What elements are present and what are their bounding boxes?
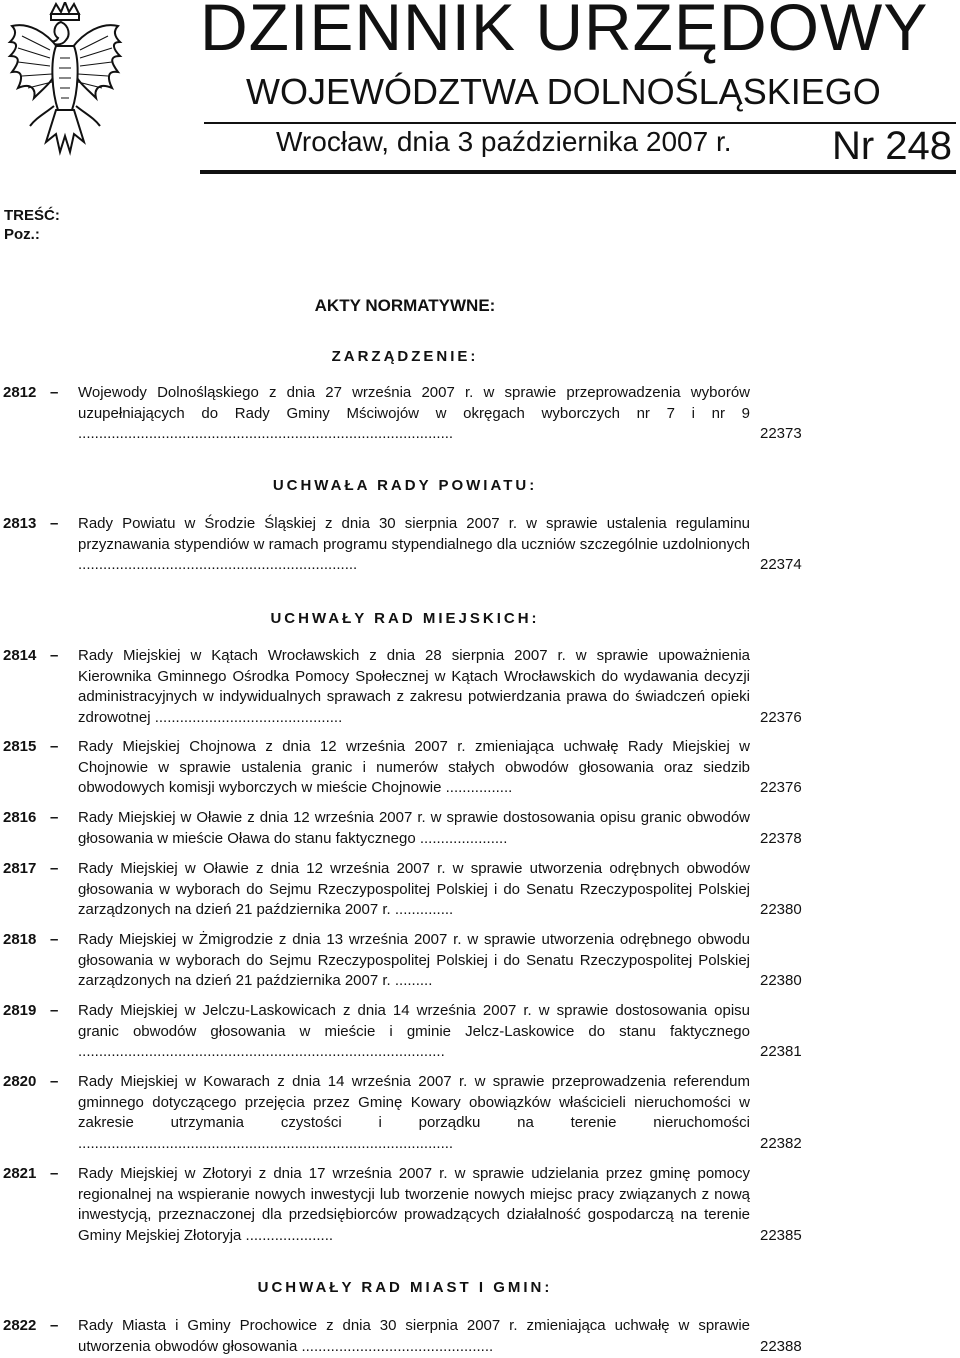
position-label: Poz.: (4, 226, 40, 243)
entry-number: 2816 (3, 809, 37, 826)
issue-number: Nr 248 (831, 124, 952, 168)
entry-text: Rady Miasta i Gminy Prochowice z dnia 30 sierpnia 2007 r. zmieniająca uchwałę w sprawie utworzenia obwodów głosowania .............................................. (78, 1317, 750, 1355)
entry-number: 2813 (3, 515, 37, 532)
entry-text: Rady Miejskiej Chojnowa z dnia 12 września 2007 r. zmieniająca uchwałę Rady Miejskiej w Chojnowie w sprawie ustalenia granic i numerów stałych obwodów głosowania oraz siedzib obwodowych komisji wyborczych w mieście Chojnowie ................ (78, 738, 750, 796)
entry-dash: – (50, 1165, 59, 1182)
entry-number: 2818 (3, 931, 37, 948)
entry-page: 22381 (760, 1043, 802, 1060)
group-heading: UCHWAŁA RADY POWIATU: (272, 477, 538, 494)
entry-page: 22374 (760, 556, 802, 573)
entry-dash: – (50, 931, 59, 948)
entry-dash: – (50, 738, 59, 755)
section-heading-acts: AKTY NORMATYWNE: (314, 296, 496, 315)
header-divider-bold (200, 170, 956, 174)
entry-number: 2822 (3, 1317, 37, 1334)
entry-dash: – (50, 1073, 59, 1090)
entry-page: 22380 (760, 901, 802, 918)
entry-dash: – (50, 809, 59, 826)
entry-dash: – (50, 860, 59, 877)
gazette-subtitle: WOJEWÓDZTWA DOLNOŚLĄSKIEGO (246, 71, 881, 112)
entry-text: Rady Miejskiej w Oławie z dnia 12 września 2007 r. w sprawie dostosowania opisu granic obwodów głosowania w mieście Oława do stanu faktycznego ..................... (78, 809, 750, 847)
entry-page: 22388 (760, 1338, 802, 1355)
entry-page: 22376 (760, 709, 802, 726)
entry-number: 2817 (3, 860, 37, 877)
entry-number: 2821 (3, 1165, 37, 1182)
entry-dash: – (50, 1317, 59, 1334)
entry-page: 22376 (760, 779, 802, 796)
entry-text: Wojewody Dolnośląskiego z dnia 27 września 2007 r. w sprawie przeprowadzenia wyborów uzupełniających do Rady Gminy Mściwojów w okręgach wyborczych nr 7 i nr 9 .......................................................................................... (78, 384, 750, 442)
contents-label: TREŚĆ: (4, 207, 60, 224)
entry-number: 2819 (3, 1002, 37, 1019)
entry-text: Rady Miejskiej w Oławie z dnia 12 września 2007 r. w sprawie utworzenia odrębnych obwodów głosowania w wyborach do Sejmu Rzeczypospolitej Polskiej i do Senatu Rzeczypospolitej Polskiej zarządzonych na dzień 21 października 2007 r. .............. (78, 860, 750, 918)
entry-text: Rady Miejskiej w Jelczu-Laskowicach z dnia 14 września 2007 r. w sprawie dostosowania opisu granic obwodów głosowania w mieście i gminie Jelcz-Laskowice do stanu faktycznego ........................................................................................ (78, 1002, 750, 1060)
entry-text: Rady Miejskiej w Kątach Wrocławskich z dnia 28 sierpnia 2007 r. w sprawie upoważnienia Kierownika Gminnego Ośrodka Pomocy Społecznej w Kątach Wrocławskich do wydawania decyzji administracyjnych w indywidualnych sprawach z zakresu potwierdzania prawa do świadczeń opieki zdrowotnej ............................................. (78, 647, 750, 726)
group-heading: UCHWAŁY RAD MIAST I GMIN: (257, 1279, 553, 1296)
entry-number: 2812 (3, 384, 37, 401)
entry-page: 22373 (760, 425, 802, 442)
entry-dash: – (50, 1002, 59, 1019)
entry-page: 22385 (760, 1227, 802, 1244)
eagle-emblem-icon (6, 2, 124, 162)
entry-dash: – (50, 515, 59, 532)
entry-dash: – (50, 647, 59, 664)
entry-text: Rady Miejskiej w Kowarach z dnia 14 września 2007 r. w sprawie przeprowadzenia referendum gminnego dotyczącego przejęcia przez Gminę Kowary obowiązków właścicieli nieruchomości w zakresie utrzymania czystości i porządku na terenie nieruchomości .......................................................................................... (78, 1073, 750, 1152)
entry-text: Rady Miejskiej w Żmigrodzie z dnia 13 września 2007 r. w sprawie utworzenia odrębnego obwodu głosowania w wyborach do Sejmu Rzeczypospolitej Polskiej i do Senatu Rzeczypospolitej Polskiej zarządzonych na dzień 21 października 2007 r. ......... (78, 931, 750, 989)
place-date: Wrocław, dnia 3 października 2007 r. (276, 126, 732, 157)
group-heading: UCHWAŁY RAD MIEJSKICH: (270, 610, 540, 627)
entry-number: 2815 (3, 738, 37, 755)
entry-text: Rady Miejskiej w Złotoryi z dnia 17 września 2007 r. w sprawie udzielania przez gminę pomocy regionalnej na wspieranie nowych inwestycji lub tworzenie nowych miejsc pracy związanych z nową inwestycją, przeznaczonej dla przedsiębiorców prowadzących działalność gospodarczą na terenie Gminy Mejskiej Złotoryja ..................... (78, 1165, 750, 1244)
entry-dash: – (50, 384, 59, 401)
entry-page: 22382 (760, 1135, 802, 1152)
entry-page: 22380 (760, 972, 802, 989)
entry-text: Rady Powiatu w Środzie Śląskiej z dnia 30 sierpnia 2007 r. w sprawie ustalenia regulaminu przyznawania stypendiów w ramach programu stypendialnego dla uczniów szczególnie uzdolnionych ................................................................... (78, 515, 750, 573)
entry-page: 22378 (760, 830, 802, 847)
entry-number: 2814 (3, 647, 37, 664)
gazette-title: DZIENNIK URZĘDOWY (200, 0, 929, 64)
group-heading: ZARZĄDZENIE: (331, 348, 479, 365)
entry-number: 2820 (3, 1073, 37, 1090)
